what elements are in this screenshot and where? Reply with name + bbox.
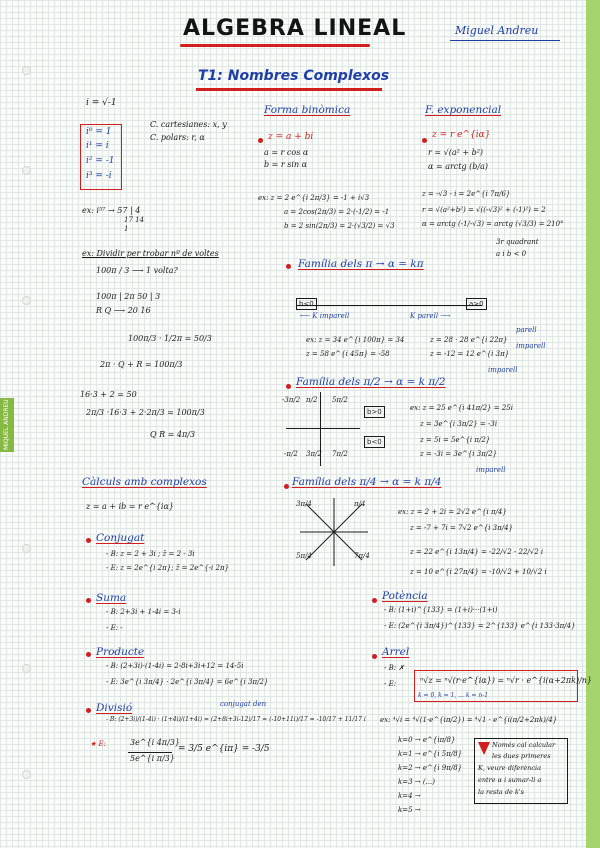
fraction-bar — [128, 752, 172, 753]
binomica-b: b = r sin α — [264, 160, 308, 169]
bullet-dot — [86, 652, 91, 657]
label-5pi4: 5π/4 — [296, 552, 312, 560]
producte-title: Producte — [96, 646, 145, 658]
label-3pi2: 3π/2 — [306, 450, 322, 458]
divisio-title: Divisió — [96, 702, 133, 714]
divisio-e-den: 5e^{i π/3} — [130, 754, 175, 763]
example-division-3: 1 — [124, 225, 129, 233]
ex-right-5: a i b < 0 — [496, 250, 527, 258]
label-5pi2: 5π/2 — [332, 396, 348, 404]
producte-e: - E: 3e^{i 3π/4} · 2e^{i 3π/4} = 6e^{i 3π/2} — [106, 678, 269, 686]
suma-e: - E: - — [106, 624, 123, 632]
note-imparell: imparell — [516, 342, 546, 350]
exponencial-title: F. exponencial — [425, 104, 502, 116]
label-7pi4: 7π/4 — [354, 552, 370, 560]
arrel-k5: k=5 → — [398, 806, 421, 814]
familia-pi4-note: imparell — [476, 466, 506, 474]
familia-pi2-ex-2: z = 3e^{i 3π/2} = -3i — [420, 420, 498, 428]
exponencial-alpha: α = arctg (b/a) — [428, 162, 488, 171]
arrel-k1: k=1 → e^{i 5π/8} — [398, 750, 463, 758]
dividir-line-5: 2π · Q + R = 100π/3 — [100, 360, 183, 369]
label-minus-pi2: -π/2 — [284, 450, 298, 458]
warning-triangle-icon — [478, 742, 490, 756]
arrel-k3: k=3 → (...) — [398, 778, 436, 786]
ex-right-1: z = -√3 - i = 2e^{i 7π/6} — [422, 190, 511, 198]
polar-coords: C. polars: r, α — [150, 133, 205, 142]
producte-b: - B: (2+3i)·(1-4i) = 2-8i+3i+12 = 14-5i — [106, 662, 244, 670]
calculs-title: Càlculs amb complexos — [82, 476, 207, 488]
familia-pi4-ex-1: ex: z = 2 + 2i = 2√2 e^{i π/4} — [398, 508, 507, 516]
familia-pi2-title: Família dels π/2 → α = k π/2 — [296, 376, 446, 388]
divisio-e-res: = 3/5 e^{iπ} = -3/5 — [178, 744, 270, 754]
note-line-2: les dues primeres — [492, 752, 551, 760]
arrel-b: - B: ✗ — [384, 664, 405, 672]
arrel-k-range: k = 0, k = 1, ... k = n-1 — [418, 692, 489, 699]
dividir-line-6: 16·3 + 2 = 50 — [80, 390, 137, 399]
bullet-dot — [86, 538, 91, 543]
ex-left-3: b = 2 sin(2π/3) = 2·(√3/2) = √3 — [284, 222, 395, 230]
real-axis-line — [296, 305, 482, 306]
example-division: ex: i⁵⁷ → 57 | 4 — [82, 206, 141, 215]
familia-pi2-ex-4: z = -3i = 3e^{i 3π/2} — [420, 450, 498, 458]
topic-heading: T1: Nombres Complexos — [198, 68, 390, 84]
power-0: i⁰ = 1 — [86, 127, 112, 137]
page-title: ALGEBRA LINEAL — [183, 16, 407, 41]
label-pi4: π/4 — [354, 500, 366, 508]
k-imparell-label: ⟵ K imparell — [300, 312, 350, 320]
familia-pi4-ex-4: z = 10 e^{i 27π/4} = -10/√2 + 10/√2 i — [410, 568, 547, 576]
punch-hole — [22, 544, 31, 553]
ex-right-2: r = √(a²+b²) = √((-√3)² + (-1)²) = 2 — [422, 206, 546, 214]
binomica-a: a = r cos α — [264, 148, 309, 157]
real-axis-line — [286, 428, 360, 429]
ex-left-1: ex: z = 2 e^{i 2π/3} = -1 + i√3 — [258, 194, 370, 202]
familia-pi-title: Família dels π → α = kπ — [298, 258, 424, 270]
familia-pi2-note: imparell — [488, 366, 518, 374]
exponencial-eq: z = r e^{iα} — [432, 130, 491, 140]
suma-title: Suma — [96, 592, 127, 604]
box-b-pos: b>0 — [364, 406, 385, 418]
divisio-note: conjugat den — [220, 700, 267, 708]
topic-underline — [196, 88, 382, 91]
exponencial-r: r = √(a² + b²) — [428, 148, 484, 157]
binomica-eq: z = a + bi — [268, 132, 314, 142]
bullet-dot — [372, 654, 377, 659]
ex-left-2: a = 2cos(2π/3) = 2·(-1/2) = -1 — [284, 208, 390, 216]
arrel-title: Arrel — [382, 646, 410, 658]
punch-hole — [22, 66, 31, 75]
bullet-dot — [286, 384, 291, 389]
dividir-line-2: 100π | 2π 50 | 3 — [96, 292, 161, 301]
divisio-star: ★ E: — [90, 740, 106, 748]
familia-pi-ex-2: z = 58 e^{i 45π} = -58 — [306, 350, 390, 358]
title-underline — [180, 44, 370, 47]
familia-pi4-ex-2: z = -7 + 7i = 7√2 e^{i 3π/4} — [410, 524, 513, 532]
bullet-dot — [86, 708, 91, 713]
dividir-line-7: 2π/3 ·16·3 + 2·2π/3 = 100π/3 — [86, 408, 205, 417]
arrel-k4: k=4 → — [398, 792, 421, 800]
box-b-neg: b<0 — [364, 436, 385, 448]
green-margin-strip — [586, 0, 600, 848]
familia-pi2-ex-3: z = 5i = 5e^{i π/2} — [420, 436, 491, 444]
familia-pi4-ex-3: z = 22 e^{i 13π/4} = -22/√2 - 22/√2 i — [410, 548, 544, 556]
familia-pi-ex-3: z = 28 · 28 e^{i 22π} — [430, 336, 508, 344]
author-name: Miguel Andreu — [455, 24, 539, 37]
dividir-line-4: 100π/3 · 1/2π = 50/3 — [128, 334, 212, 343]
punch-hole — [22, 296, 31, 305]
k-parell-label: K parell ⟶ — [410, 312, 451, 320]
bullet-dot — [286, 264, 291, 269]
note-line-1: Només cal calcular — [492, 741, 556, 749]
example-division-2: 17 14 — [124, 216, 145, 224]
punch-hole — [22, 770, 31, 779]
arrel-k0: k=0 → e^{iπ/8} — [398, 736, 456, 744]
imag-unit-def: i = √-1 — [86, 98, 117, 108]
conjugat-title: Conjugat — [96, 532, 145, 544]
potencia-b: - B: (1+i)^{133} = (1+i)···(1+i) — [384, 606, 498, 614]
dividir-line-3: R Q ⟶ 20 16 — [96, 306, 151, 315]
suma-b: - B: 2+3i + 1-4i = 3-i — [106, 608, 181, 616]
conjugat-b: - B: z = 2 + 3i ; z̄ = 2 - 3i — [106, 550, 195, 558]
bullet-dot — [422, 138, 427, 143]
familia-pi2-ex-1: ex: z = 25 e^{i 41π/2} = 25i — [410, 404, 513, 412]
label-3pi4: 3π/4 — [296, 500, 312, 508]
label-7pi2: 7π/2 — [332, 450, 348, 458]
label-pi2: π/2 — [306, 396, 318, 404]
familia-pi4-title: Família dels π/4 → α = k π/4 — [292, 476, 442, 488]
power-3: i³ = -i — [86, 171, 112, 181]
dividir-line-1: 100π / 3 ⟶ 1 volta? — [96, 266, 178, 275]
familia-pi-ex-1: ex: z = 34 e^{i 100π} = 34 — [306, 336, 405, 344]
power-2: i² = -1 — [86, 156, 115, 166]
divisio-b: - B: (2+3i)/(1-4i) · (1+4i)/(1+4i) = (2+8i+3i-12)/17 = (-10+11i)/17 = -10/17 + 11/17 i — [106, 716, 366, 723]
dividir-title: ex: Dividir per trobar nº de voltes — [82, 249, 219, 258]
bullet-dot — [258, 138, 263, 143]
bullet-dot — [284, 484, 289, 489]
box-a-pos: a>0 — [466, 298, 487, 310]
arrel-k2: k=2 → e^{i 9π/8} — [398, 764, 463, 772]
arrel-e: - E: — [384, 680, 397, 688]
note-line-3: K, veure diferència — [478, 764, 541, 772]
ex-right-3: α = arctg (-1/-√3) = arctg (√3/3) = 210° — [422, 220, 564, 228]
familia-pi-ex-4: z = -12 = 12 e^{i 3π} — [430, 350, 510, 358]
potencia-title: Potència — [382, 590, 428, 602]
box-b-neg: b<0 — [296, 298, 317, 310]
potencia-e: - E: (2e^{i 3π/4})^{133} = 2^{133} e^{i 133·3π/4} — [384, 622, 576, 630]
binomica-title: Forma binòmica — [264, 104, 351, 116]
note-line-4: entre α i sumar-li a — [478, 776, 542, 784]
cartesian-coords: C. cartesianes: x, y — [150, 120, 227, 129]
bullet-dot — [86, 598, 91, 603]
note-parell: parell — [516, 326, 537, 334]
punch-hole — [22, 166, 31, 175]
arrel-ex: ex: ⁴√i = ⁴√(1·e^{iπ/2}) = ⁴√1 · e^{i(π/2+2πk)/4} — [380, 716, 558, 724]
arrel-formula: ⁿ√z = ⁿ√(r·e^{iα}) = ⁿ√r · e^{i(α+2πk)/n} — [420, 676, 593, 685]
divisio-e-num: 3e^{i 4π/3} — [130, 738, 180, 747]
author-underline — [450, 40, 560, 41]
ex-right-4: 3r quadrant — [496, 238, 539, 246]
power-1: i¹ = i — [86, 141, 109, 151]
note-line-5: la resta de k's — [478, 788, 524, 796]
label-minus-3pi2: -3π/2 — [282, 396, 301, 404]
side-tab: MIQUEL ANDREU — [0, 398, 14, 452]
calculs-form: z = a + ib = r e^{iα} — [86, 502, 174, 511]
bullet-dot — [372, 598, 377, 603]
punch-hole — [22, 664, 31, 673]
dividir-line-8: Q R = 4π/3 — [150, 430, 196, 439]
conjugat-e: - E: z = 2e^{i 2π}; z̄ = 2e^{-i 2π} — [106, 564, 230, 572]
